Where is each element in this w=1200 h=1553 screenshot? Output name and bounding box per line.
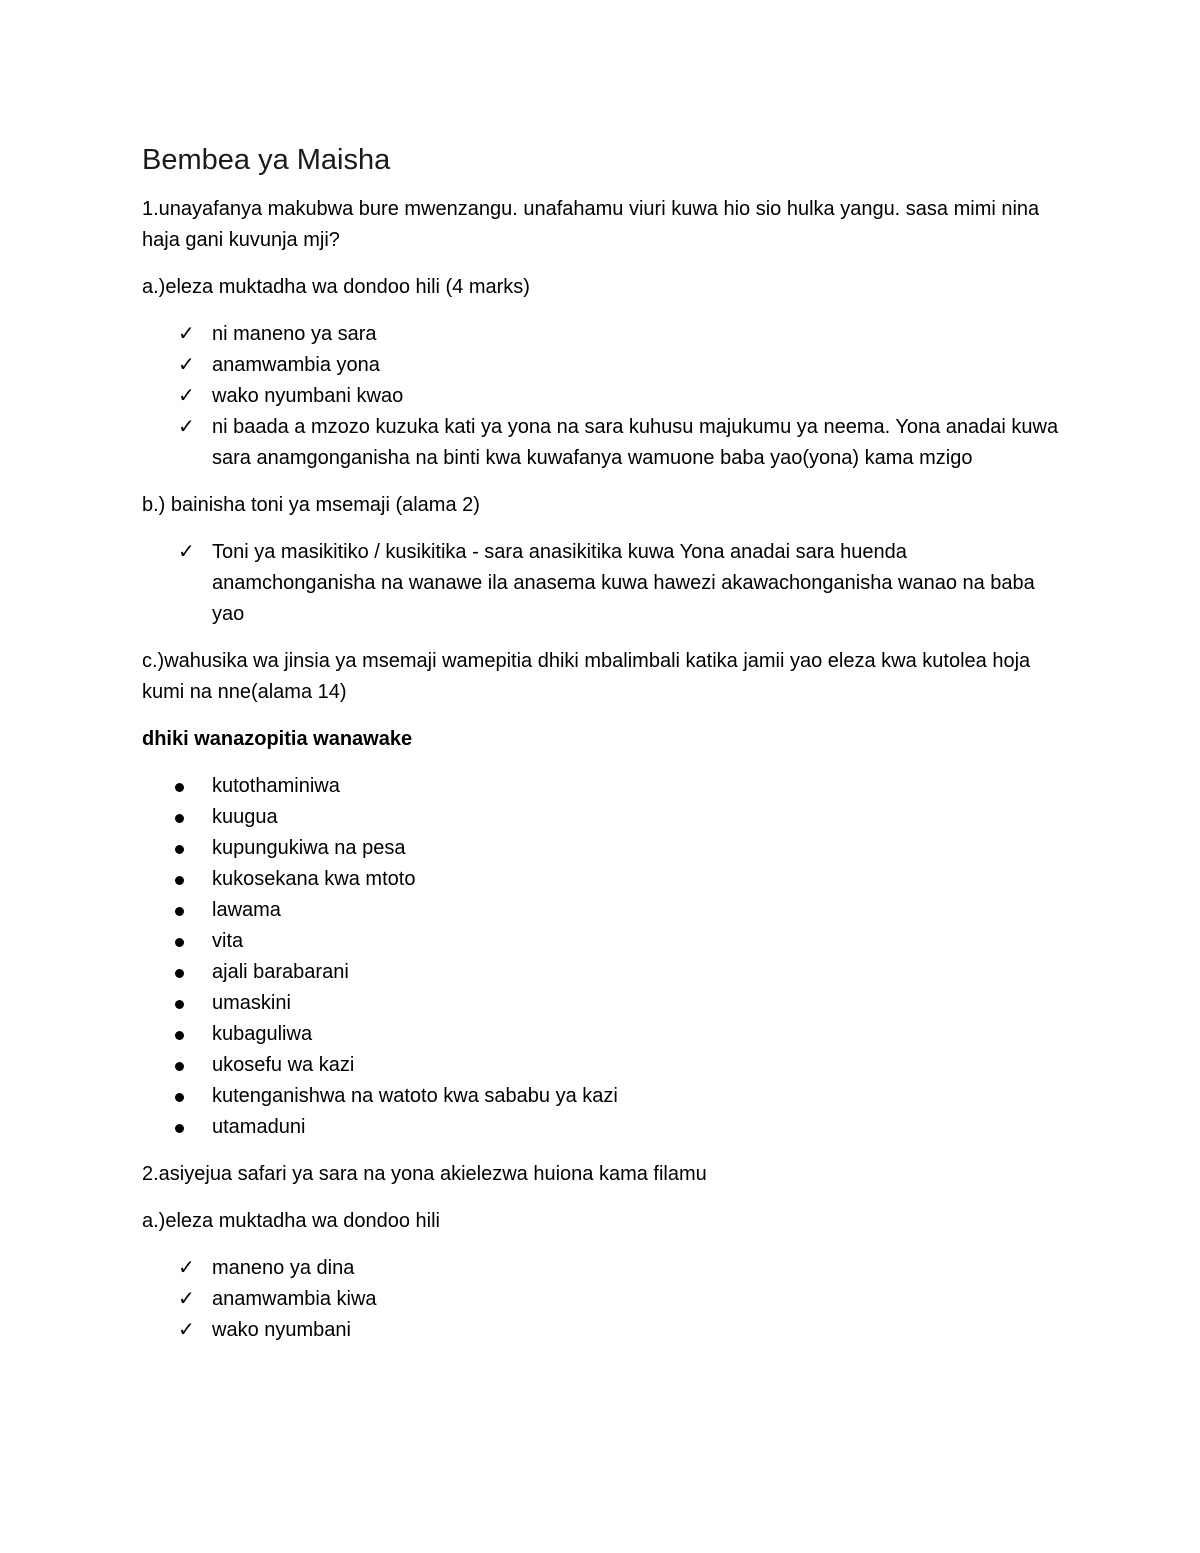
list-item: ukosefu wa kazi [142, 1050, 1062, 1081]
list-item: ✓ wako nyumbani kwao [142, 381, 1062, 412]
bullet-icon [175, 1093, 184, 1102]
bullet-icon [175, 783, 184, 792]
list-item: utamaduni [142, 1112, 1062, 1143]
bullet-icon [175, 1062, 184, 1071]
bullet-icon [175, 969, 184, 978]
list-item: ✓ maneno ya dina [142, 1253, 1062, 1284]
question-1-text: 1.unayafanya makubwa bure mwenzangu. unafahamu viuri kuwa hio sio hulka yangu. sasa mimi nina haja gani kuvunja mji? [142, 198, 1040, 251]
list-item: kutothaminiwa [142, 771, 1062, 802]
question-2a-label: a.)eleza muktadha wa dondoo hili [142, 1210, 440, 1232]
list-item: ✓ ni baada a mzozo kuzuka kati ya yona na sara kuhusu majukumu ya neema. Yona anadai kuwa sara anamgonganisha na binti kwa kuwafanya wamuone baba yao(yona) kama mzigo [142, 412, 1062, 474]
bullet-icon [175, 907, 184, 916]
list-item: ajali barabarani [142, 957, 1062, 988]
question-1b-label: b.) bainisha toni ya msemaji (alama 2) [142, 494, 480, 516]
bullet-icon [175, 1000, 184, 1009]
checkmark-icon: ✓ [178, 354, 195, 376]
list-item: kutenganishwa na watoto kwa sababu ya kazi [142, 1081, 1062, 1112]
list-item: kuugua [142, 802, 1062, 833]
list-item: ✓ wako nyumbani [142, 1315, 1062, 1346]
question-1a-label: a.)eleza muktadha wa dondoo hili (4 marks) [142, 276, 530, 298]
question-1c-heading: dhiki wanazopitia wanawake [142, 728, 413, 750]
question-1a-answers [142, 319, 1062, 474]
question-1c-label: c.)wahusika wa jinsia ya msemaji wamepitia dhiki mbalimbali katika jamii yao eleza kwa kutolea hoja kumi na nne(alama 14) [142, 650, 1031, 703]
checkmark-icon: ✓ [178, 416, 195, 438]
checkmark-icon: ✓ [178, 1319, 195, 1341]
bullet-icon [175, 938, 184, 947]
checkmark-icon: ✓ [178, 385, 195, 407]
list-item: kubaguliwa [142, 1019, 1062, 1050]
list-item: ✓ anamwambia kiwa [142, 1284, 1062, 1315]
checkmark-icon: ✓ [178, 1257, 195, 1279]
list-item: ✓ ni maneno ya sara [142, 319, 1062, 350]
list-item: kukosekana kwa mtoto [142, 864, 1062, 895]
bullet-icon [175, 814, 184, 823]
list-item: ✓ anamwambia yona [142, 350, 1062, 381]
list-item: vita [142, 926, 1062, 957]
checkmark-icon: ✓ [178, 323, 195, 345]
question-2a-answers [142, 1253, 1062, 1346]
list-item: kupungukiwa na pesa [142, 833, 1062, 864]
question-1c-answers [142, 771, 1062, 1143]
list-item: umaskini [142, 988, 1062, 1019]
list-item: lawama [142, 895, 1062, 926]
document-page [142, 140, 1062, 1362]
bullet-icon [175, 845, 184, 854]
checkmark-icon: ✓ [178, 1288, 195, 1310]
list-item: ✓ Toni ya masikitiko / kusikitika - sara anasikitika kuwa Yona anadai sara huenda anamchonganisha na wanawe ila anasema kuwa hawezi akawachonganisha wanao na baba yao [142, 537, 1062, 630]
bullet-icon [175, 1124, 184, 1133]
document-title: Bembea ya Maisha [142, 144, 391, 176]
checkmark-icon: ✓ [178, 541, 195, 563]
bullet-icon [175, 1031, 184, 1040]
bullet-icon [175, 876, 184, 885]
question-2-text: 2.asiyejua safari ya sara na yona akielezwa huiona kama filamu [142, 1163, 707, 1185]
question-1b-answers [142, 537, 1062, 630]
